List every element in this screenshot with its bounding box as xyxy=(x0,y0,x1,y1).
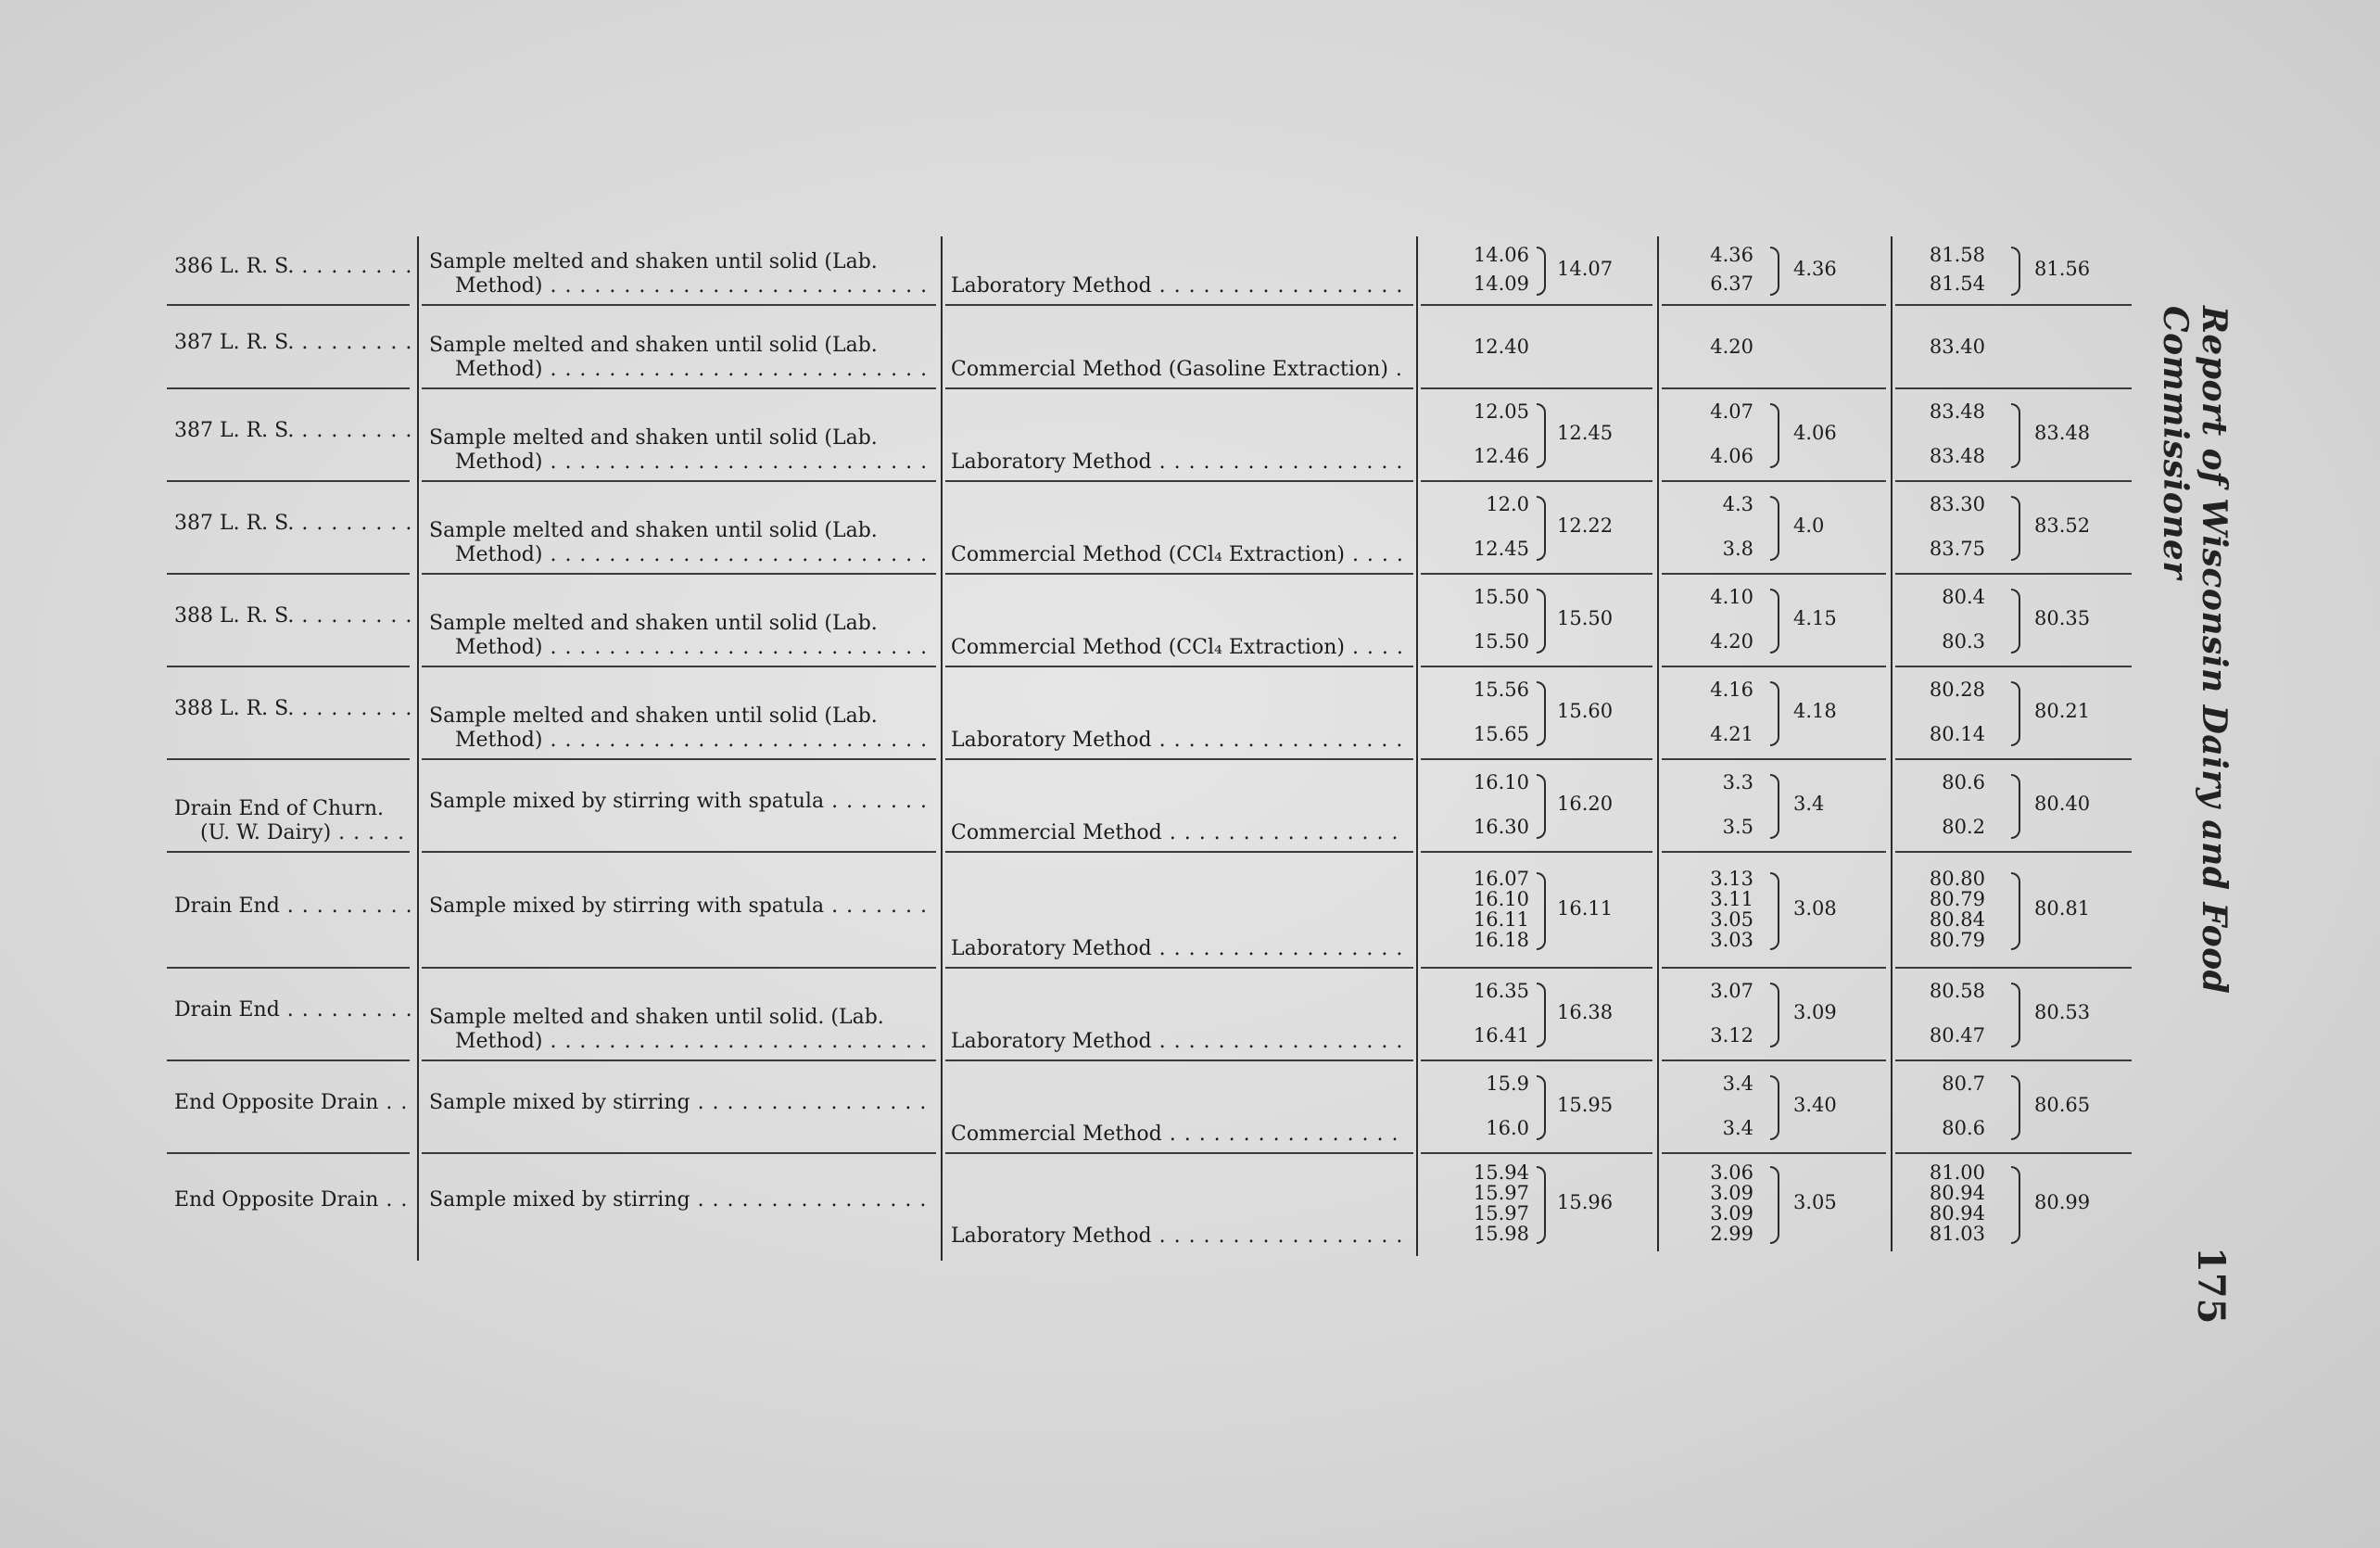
third-brace xyxy=(2011,872,2020,950)
curd-value: 4.20 xyxy=(1710,630,1753,653)
method-name xyxy=(951,1123,1405,1147)
third-value: 81.03 xyxy=(1929,1223,1985,1245)
third-values xyxy=(1893,335,1985,359)
sample-line: Sample melted and shaken until solid (Lab. xyxy=(429,519,878,542)
fat-values xyxy=(1437,335,1529,359)
fat-value: 12.45 xyxy=(1473,538,1529,560)
fat-average: 15.96 xyxy=(1557,1191,1614,1213)
third-value: 80.58 xyxy=(1929,980,1985,1002)
table-row xyxy=(167,667,2141,760)
curd-value: 4.07 xyxy=(1710,400,1753,423)
fat-value: 12.46 xyxy=(1473,445,1529,467)
fat-average: 15.50 xyxy=(1557,607,1614,629)
sample-line: Method) . . . xyxy=(429,450,930,475)
curd-values xyxy=(1661,770,1753,839)
curd-brace xyxy=(1770,774,1779,839)
fat-average: 16.20 xyxy=(1557,793,1614,815)
third-values xyxy=(1893,979,1985,1047)
fat-brace xyxy=(1537,774,1546,839)
curd-value: 4.20 xyxy=(1710,336,1753,358)
method-text: Commercial Method (Gasoline Extraction) . . . xyxy=(951,358,1405,381)
third-average: 83.52 xyxy=(2034,514,2091,537)
fat-brace xyxy=(1537,1075,1546,1140)
page-number: 175 xyxy=(2189,1247,2233,1325)
sample-line: Method) . . . xyxy=(429,358,930,382)
third-average: 83.48 xyxy=(2034,422,2091,444)
fat-values xyxy=(1437,1162,1529,1244)
curd-brace xyxy=(1770,681,1779,746)
fat-value: 15.50 xyxy=(1473,586,1529,608)
sample-label xyxy=(174,998,411,1022)
sample-line: Sample mixed by stirring . . . xyxy=(429,1091,930,1115)
sample-line: Sample melted and shaken until solid. (Lab. xyxy=(429,1006,884,1029)
fat-values xyxy=(1437,243,1529,296)
curd-value: 3.3 xyxy=(1722,771,1753,793)
third-average: 80.21 xyxy=(2034,700,2091,722)
third-brace xyxy=(2011,247,2020,296)
curd-value: 4.16 xyxy=(1710,679,1753,701)
method-name xyxy=(951,636,1405,660)
curd-average: 4.15 xyxy=(1793,607,1837,629)
method-text: Commercial Method (CCl₄ Extraction) . . . xyxy=(951,543,1405,566)
sample-line: Method) . . . xyxy=(429,274,930,298)
curd-values xyxy=(1661,1162,1753,1244)
sample-line: Sample mixed by stirring with spatula . . . xyxy=(429,790,930,814)
fat-average: 16.11 xyxy=(1557,896,1614,920)
third-brace xyxy=(2011,681,2020,746)
fat-values xyxy=(1437,585,1529,653)
fat-brace xyxy=(1537,872,1546,950)
curd-value: 6.37 xyxy=(1710,273,1753,295)
curd-average: 3.08 xyxy=(1793,896,1837,920)
fat-value: 15.97 xyxy=(1473,1202,1529,1224)
fat-value: 15.98 xyxy=(1473,1223,1529,1245)
data-table xyxy=(167,236,2141,1261)
curd-average: 3.09 xyxy=(1793,1001,1837,1023)
label-line: End Opposite Drain . . . xyxy=(174,1188,411,1212)
third-value: 81.58 xyxy=(1929,244,1985,266)
third-value: 80.14 xyxy=(1929,723,1985,745)
method-text: Laboratory Method . . . xyxy=(951,729,1405,752)
fat-brace xyxy=(1537,403,1546,468)
fat-value: 15.97 xyxy=(1473,1182,1529,1204)
curd-value: 3.13 xyxy=(1710,867,1753,890)
curd-average: 4.18 xyxy=(1793,700,1837,722)
fat-value: 14.09 xyxy=(1473,273,1529,295)
third-values xyxy=(1893,1072,1985,1140)
sample-label xyxy=(174,419,411,443)
third-value: 80.6 xyxy=(1942,1117,1985,1139)
sample-treatment xyxy=(429,790,930,814)
fat-values xyxy=(1437,770,1529,839)
curd-value: 4.10 xyxy=(1710,586,1753,608)
sample-label xyxy=(174,1188,411,1212)
third-brace xyxy=(2011,983,2020,1047)
sample-line: Sample melted and shaken until solid (Lab. xyxy=(429,250,878,273)
table-row xyxy=(167,389,2141,482)
sample-label xyxy=(174,797,411,845)
sample-line: Method) . . . xyxy=(429,543,930,567)
sample-line: Sample mixed by stirring with spatula . . . xyxy=(429,895,930,919)
curd-average: 4.06 xyxy=(1793,422,1837,444)
table-row xyxy=(167,760,2141,853)
method-name xyxy=(951,937,1405,961)
third-value: 80.3 xyxy=(1942,630,1985,653)
third-average: 81.56 xyxy=(2034,257,2091,280)
table-row xyxy=(167,306,2141,389)
fat-value: 15.56 xyxy=(1473,679,1529,701)
fat-brace xyxy=(1537,681,1546,746)
sample-treatment xyxy=(429,519,930,567)
sample-line: Method) . . . xyxy=(429,1030,930,1054)
third-value: 80.4 xyxy=(1942,586,1985,608)
table-row xyxy=(167,853,2141,969)
method-text: Laboratory Method . . . xyxy=(951,274,1405,298)
running-head: Report of Wisconsin Dairy and Food Commissioner xyxy=(2156,306,2234,995)
fat-value: 15.50 xyxy=(1473,630,1529,653)
curd-values xyxy=(1661,243,1753,296)
sample-treatment xyxy=(429,1188,930,1212)
sample-label xyxy=(174,255,411,279)
third-brace xyxy=(2011,589,2020,653)
curd-value: 3.09 xyxy=(1710,1182,1753,1204)
curd-brace xyxy=(1770,496,1779,561)
curd-values xyxy=(1661,400,1753,468)
sample-treatment xyxy=(429,704,930,753)
curd-value: 3.5 xyxy=(1722,816,1753,838)
fat-average: 15.95 xyxy=(1557,1094,1614,1116)
label-line: Drain End . . . xyxy=(174,895,411,919)
sample-label xyxy=(174,895,411,919)
table-row xyxy=(167,1154,2141,1256)
label-line: 387 L. R. S. . . . xyxy=(174,512,411,536)
sample-treatment xyxy=(429,334,930,382)
third-values xyxy=(1893,770,1985,839)
fat-value: 15.94 xyxy=(1473,1161,1529,1184)
fat-brace xyxy=(1537,496,1546,561)
method-text: Laboratory Method . . . xyxy=(951,937,1405,960)
curd-value: 3.03 xyxy=(1710,928,1753,951)
fat-average: 12.22 xyxy=(1557,514,1614,537)
sample-label xyxy=(174,604,411,628)
fat-values xyxy=(1437,492,1529,561)
curd-value: 3.09 xyxy=(1710,1202,1753,1224)
third-average: 80.99 xyxy=(2034,1191,2091,1213)
sample-treatment xyxy=(429,1091,930,1115)
curd-value: 2.99 xyxy=(1710,1223,1753,1245)
third-average: 80.65 xyxy=(2034,1094,2091,1116)
label-line: Drain End . . . xyxy=(174,998,411,1022)
curd-brace xyxy=(1770,1075,1779,1140)
fat-average: 14.07 xyxy=(1557,257,1614,280)
method-name xyxy=(951,358,1405,382)
fat-values xyxy=(1437,400,1529,468)
label-line: 387 L. R. S. . . . xyxy=(174,331,411,355)
third-brace xyxy=(2011,403,2020,468)
sample-treatment xyxy=(429,250,930,298)
sample-line: Sample mixed by stirring . . . xyxy=(429,1188,930,1212)
sample-line: Sample melted and shaken until solid (Lab. xyxy=(429,426,878,450)
label-line: 387 L. R. S. . . . xyxy=(174,419,411,443)
third-value: 80.7 xyxy=(1942,1072,1985,1095)
curd-value: 3.11 xyxy=(1710,887,1753,910)
table-row xyxy=(167,236,2141,306)
third-value: 83.48 xyxy=(1929,400,1985,423)
sample-label xyxy=(174,1091,411,1115)
sample-treatment xyxy=(429,612,930,660)
method-name xyxy=(951,821,1405,845)
sample-line: Sample melted and shaken until solid (Lab. xyxy=(429,612,878,635)
curd-brace xyxy=(1770,589,1779,653)
method-name xyxy=(951,1224,1405,1249)
method-name xyxy=(951,543,1405,567)
third-value: 80.47 xyxy=(1929,1024,1985,1047)
fat-brace xyxy=(1537,1166,1546,1244)
third-values xyxy=(1893,1162,1985,1244)
third-average: 80.35 xyxy=(2034,607,2091,629)
label-line: Drain End of Churn. xyxy=(174,797,385,820)
curd-value: 3.12 xyxy=(1710,1024,1753,1047)
method-text: Commercial Method . . . xyxy=(951,1123,1405,1146)
label-line: 388 L. R. S. . . . xyxy=(174,697,411,721)
fat-value: 16.30 xyxy=(1473,816,1529,838)
fat-values xyxy=(1437,1072,1529,1140)
third-value: 80.94 xyxy=(1929,1182,1985,1204)
curd-brace xyxy=(1770,1166,1779,1244)
curd-value: 3.4 xyxy=(1722,1072,1753,1095)
curd-value: 3.05 xyxy=(1710,907,1753,931)
third-value: 83.48 xyxy=(1929,445,1985,467)
curd-value: 4.3 xyxy=(1722,493,1753,515)
method-text: Commercial Method . . . xyxy=(951,821,1405,844)
fat-average: 16.38 xyxy=(1557,1001,1614,1023)
fat-values xyxy=(1437,869,1529,950)
third-values xyxy=(1893,678,1985,746)
fat-value: 16.0 xyxy=(1486,1117,1529,1139)
sample-label xyxy=(174,331,411,355)
fat-value: 12.40 xyxy=(1473,336,1529,358)
third-value: 80.6 xyxy=(1942,771,1985,793)
fat-value: 15.9 xyxy=(1486,1072,1529,1095)
table-row xyxy=(167,482,2141,575)
table-row xyxy=(167,575,2141,667)
curd-value: 3.4 xyxy=(1722,1117,1753,1139)
curd-value: 3.8 xyxy=(1722,538,1753,560)
fat-brace xyxy=(1537,247,1546,296)
curd-value: 4.06 xyxy=(1710,445,1753,467)
table-row xyxy=(167,1061,2141,1154)
fat-average: 12.45 xyxy=(1557,422,1614,444)
table-row xyxy=(167,969,2141,1061)
method-name xyxy=(951,274,1405,298)
third-average: 80.40 xyxy=(2034,793,2091,815)
label-line: 388 L. R. S. . . . xyxy=(174,604,411,628)
fat-value: 15.65 xyxy=(1473,723,1529,745)
curd-average: 3.05 xyxy=(1793,1191,1837,1213)
sample-line: Sample melted and shaken until solid (Lab. xyxy=(429,334,878,357)
method-text: Commercial Method (CCl₄ Extraction) . . . xyxy=(951,636,1405,659)
curd-value: 4.21 xyxy=(1710,723,1753,745)
curd-average: 3.40 xyxy=(1793,1094,1837,1116)
curd-value: 4.36 xyxy=(1710,244,1753,266)
label-line: (U. W. Dairy) . . . xyxy=(174,821,411,845)
method-text: Laboratory Method . . . xyxy=(951,450,1405,474)
fat-value: 16.35 xyxy=(1473,980,1529,1002)
third-values xyxy=(1893,400,1985,468)
third-value: 83.75 xyxy=(1929,538,1985,560)
third-value: 80.84 xyxy=(1929,907,1985,931)
curd-brace xyxy=(1770,872,1779,950)
third-brace xyxy=(2011,496,2020,561)
sample-treatment xyxy=(429,895,930,919)
curd-value: 3.06 xyxy=(1710,1161,1753,1184)
third-average: 80.81 xyxy=(2034,896,2091,920)
fat-brace xyxy=(1537,983,1546,1047)
curd-brace xyxy=(1770,403,1779,468)
third-value: 80.28 xyxy=(1929,679,1985,701)
fat-value: 16.10 xyxy=(1473,887,1529,910)
third-values xyxy=(1893,869,1985,950)
third-values xyxy=(1893,585,1985,653)
third-value: 80.94 xyxy=(1929,1202,1985,1224)
third-brace xyxy=(2011,1075,2020,1140)
sample-line: Sample melted and shaken until solid (Lab. xyxy=(429,704,878,728)
sample-line: Method) . . . xyxy=(429,729,930,753)
fat-value: 16.41 xyxy=(1473,1024,1529,1047)
method-name xyxy=(951,450,1405,475)
curd-value: 3.07 xyxy=(1710,980,1753,1002)
third-value: 80.2 xyxy=(1942,816,1985,838)
method-name xyxy=(951,729,1405,753)
curd-values xyxy=(1661,585,1753,653)
third-brace xyxy=(2011,774,2020,839)
third-value: 83.40 xyxy=(1929,336,1985,358)
third-value: 81.00 xyxy=(1929,1161,1985,1184)
curd-brace xyxy=(1770,983,1779,1047)
sample-label xyxy=(174,697,411,721)
sample-treatment xyxy=(429,426,930,475)
curd-values xyxy=(1661,492,1753,561)
third-value: 80.79 xyxy=(1929,928,1985,951)
curd-values xyxy=(1661,335,1753,359)
fat-values xyxy=(1437,979,1529,1047)
fat-value: 12.0 xyxy=(1486,493,1529,515)
third-value: 83.30 xyxy=(1929,493,1985,515)
third-values xyxy=(1893,243,1985,296)
method-text: Laboratory Method . . . xyxy=(951,1030,1405,1053)
sample-treatment xyxy=(429,1006,930,1054)
third-value: 81.54 xyxy=(1929,273,1985,295)
label-line: End Opposite Drain . . . xyxy=(174,1091,411,1115)
third-average: 80.53 xyxy=(2034,1001,2091,1023)
fat-value: 16.11 xyxy=(1473,907,1529,931)
method-text: Laboratory Method . . . xyxy=(951,1224,1405,1248)
fat-value: 16.10 xyxy=(1473,771,1529,793)
fat-brace xyxy=(1537,589,1546,653)
curd-brace xyxy=(1770,247,1779,296)
third-brace xyxy=(2011,1166,2020,1244)
curd-average: 4.0 xyxy=(1793,514,1825,537)
curd-average: 3.4 xyxy=(1793,793,1825,815)
fat-value: 16.07 xyxy=(1473,867,1529,890)
third-value: 80.79 xyxy=(1929,887,1985,910)
curd-values xyxy=(1661,979,1753,1047)
sample-label xyxy=(174,512,411,536)
curd-values xyxy=(1661,678,1753,746)
method-name xyxy=(951,1030,1405,1054)
curd-average: 4.36 xyxy=(1793,257,1837,280)
fat-value: 16.18 xyxy=(1473,928,1529,951)
third-values xyxy=(1893,492,1985,561)
fat-average: 15.60 xyxy=(1557,700,1614,722)
third-value: 80.80 xyxy=(1929,867,1985,890)
fat-value: 14.06 xyxy=(1473,244,1529,266)
curd-values xyxy=(1661,869,1753,950)
sample-line: Method) . . . xyxy=(429,636,930,660)
fat-values xyxy=(1437,678,1529,746)
curd-values xyxy=(1661,1072,1753,1140)
label-line: 386 L. R. S. . . . xyxy=(174,255,411,279)
fat-value: 12.05 xyxy=(1473,400,1529,423)
